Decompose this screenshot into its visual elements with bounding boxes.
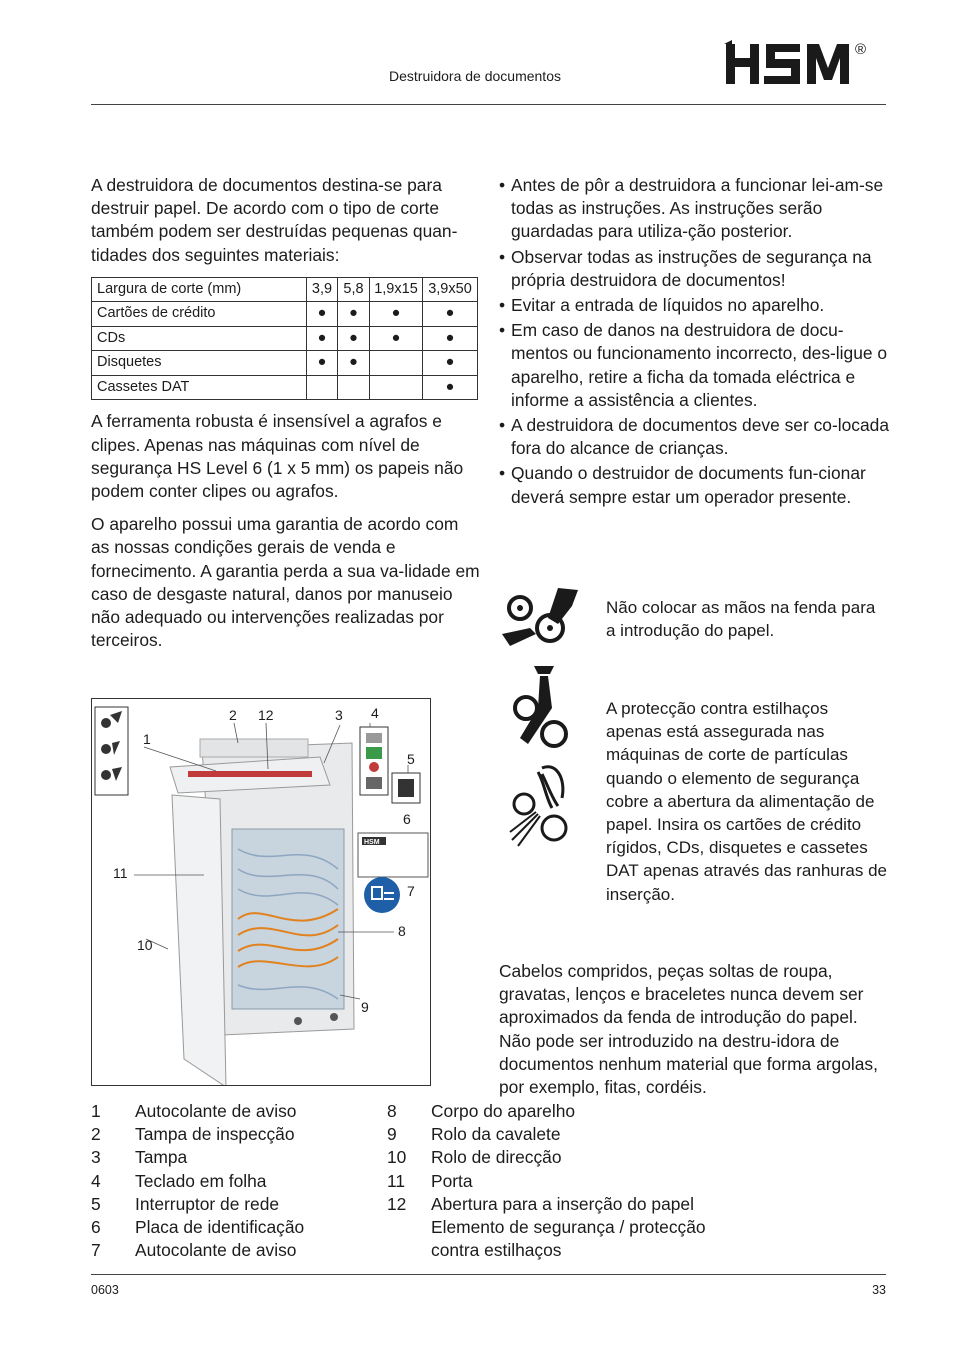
footer-rule [91,1274,886,1275]
callout-6: 6 [403,811,411,827]
callout-2: 2 [229,707,237,723]
row-mark: ● [338,302,370,327]
legend-left [91,1100,381,1262]
col-header-3-9x50: 3,9x50 [423,277,478,302]
splinter-warning-text: A protecção contra estilhaços apenas está assegurada nas máquinas de corte de partículas quando o elemento de segurança cobre a abertura da alimentação de papel. Insira os cartões de crédito rígidos, CDs, disquetes e cassetes DAT apenas através das ranhuras de inserção. [606,699,887,904]
row-mark: ● [307,326,338,351]
col-header-3-9: 3,9 [307,277,338,302]
footer-code: 0603 [91,1283,119,1297]
legend-item: 3 Tampa [91,1147,188,1168]
row-mark: ● [338,326,370,351]
table-row [92,302,478,327]
legend-item: 8 Corpo do aparelho [387,1101,576,1121]
hair-warning-icon [508,762,580,848]
header-title: Destruidora de documentos [389,68,561,84]
col-header-cut-width: Largura de corte (mm) [92,277,307,302]
row-mark: ● [307,302,338,327]
legend-item: 6 Placa de identificação [91,1217,305,1238]
row-mark [370,351,423,376]
safety-item: • Observar todas as instruções de segurança na própria destruidora de documentos! [499,246,891,292]
legend-right [387,1100,807,1262]
row-mark [338,375,370,400]
safety-item: • Em caso de danos na destruidora de docu-mentos ou funcionamento incorrecto, des-ligue o aparelho, retire a ficha da tomada eléctrica e informe a assistência a clientes. [499,319,891,412]
row-mark: ● [370,302,423,327]
legend-item: Elemento de segurança / protecção [431,1217,706,1238]
materials-table [91,277,478,401]
row-mark: ● [370,326,423,351]
row-label: Cartões de crédito [92,302,307,327]
robust-tool-paragraph: A ferramenta robusta é insensível a agrafos e clipes. Apenas nas máquinas com nível de segurança HS Level 6 (1 x 5 mm) os papeis não podem conter clipes ou agrafos. [91,411,464,501]
row-mark: ● [423,375,478,400]
legend-item: 10 Rolo de direcção [387,1147,562,1168]
legend-item: 9 Rolo da cavalete [387,1124,561,1145]
left-column [91,174,481,662]
legend-item: 5 Interruptor de rede [91,1193,280,1214]
hand-warning-icon [500,584,580,664]
id-plate-brand: HSM [364,839,380,846]
hsm-logo [722,38,872,88]
callout-4: 4 [371,705,379,721]
row-mark [370,375,423,400]
table-row [92,351,478,376]
row-mark: ● [307,351,338,376]
safety-item: • Evitar a entrada de líquidos no aparelho. [499,294,891,317]
legend-item: 1 Autocolante de aviso [91,1101,297,1121]
callout-11: 11 [113,865,128,881]
header-rule [91,104,886,105]
callout-12: 12 [258,707,274,723]
callout-3: 3 [335,707,343,723]
col-header-1-9x15: 1,9x15 [370,277,423,302]
tie-warning-icon [508,664,580,752]
row-mark: ● [423,302,478,327]
callout-10: 10 [137,937,153,953]
table-row [92,326,478,351]
row-label: Disquetes [92,351,307,376]
callout-5: 5 [407,751,415,767]
row-mark [307,375,338,400]
legend-item: 7 Autocolante de aviso [91,1240,297,1261]
callout-7: 7 [407,883,415,899]
callout-9: 9 [361,999,369,1015]
legend-item: 2 Tampa de inspecção [91,1124,295,1145]
legend-item: contra estilhaços [431,1240,562,1261]
legend-item: 4 Teclado em folha [91,1170,267,1191]
row-mark: ● [423,351,478,376]
row-mark: ● [338,351,370,376]
safety-item: • Antes de pôr a destruidora a funcionar lei-am-se todas as instruções. As instruções serão guardadas para utiliza-ção posterior. [499,174,891,244]
legend-item: 11 Porta [387,1170,473,1191]
right-column [499,174,891,511]
safety-item: • A destruidora de documentos deve ser co-locada fora do alcance de crianças. [499,414,891,460]
shredder-figure [91,698,431,1086]
warranty-paragraph: O aparelho possui uma garantia de acordo com as nossas condições gerais de venda e fornecimento. A garantia perda a sua va-lidade em caso de desgaste natural, danos por manuseio não adequado ou intervenções realizadas por terceiros. [91,514,480,651]
safety-item: • Quando o destruidor de documents fun-cionar deverá sempre estar um operador presente. [499,462,891,508]
hair-warning-paragraph: Cabelos compridos, peças soltas de roupa, gravatas, lenços e braceletes nunca devem ser aproximados da fenda de introdução do papel. Não pode ser introduzido na destru-idora de documentos nenhum material que forma argolas, por exemplo, fitas, cordéis. [499,961,878,1098]
row-label: Cassetes DAT [92,375,307,400]
callout-8: 8 [398,923,406,939]
table-header-row [92,277,478,302]
hand-warning-text: Não colocar as mãos na fenda para a introdução do papel. [606,598,876,641]
page-number: 33 [872,1283,886,1297]
col-header-5-8: 5,8 [338,277,370,302]
legend-item: 12 Abertura para a inserção do papel [387,1193,694,1214]
safety-list [499,174,891,509]
row-label: CDs [92,326,307,351]
table-row [92,375,478,400]
intro-paragraph: A destruidora de documentos destina-se para destruir papel. De acordo com o tipo de corte também podem ser destruídas pequenas quan-tidades dos seguintes materiais: [91,175,458,265]
registered-mark: ® [855,41,867,58]
row-mark: ● [423,326,478,351]
callout-1: 1 [143,731,151,747]
